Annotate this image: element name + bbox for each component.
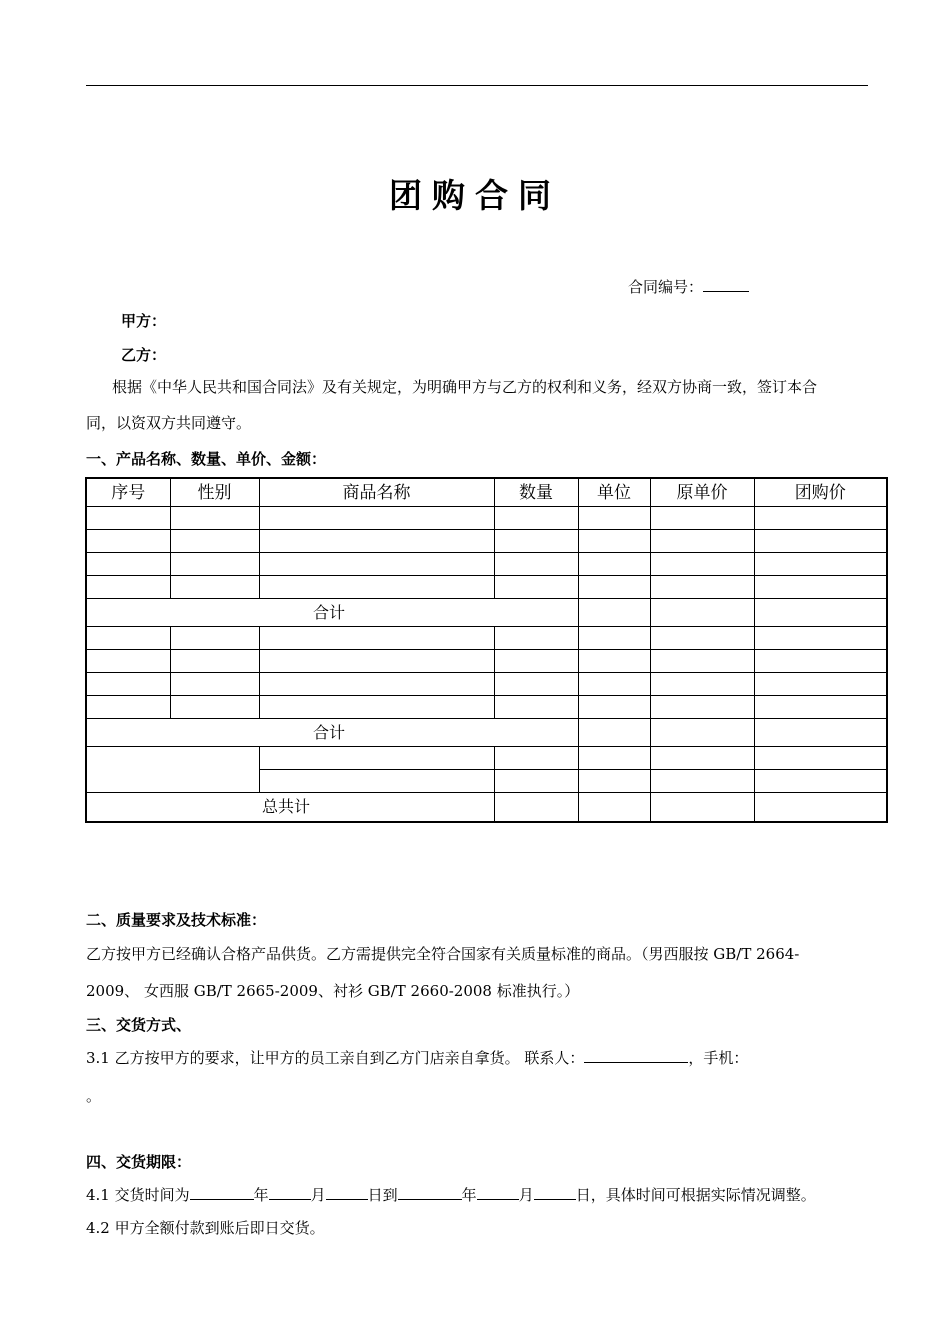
party-b-label: 乙方：: [121, 346, 167, 364]
subtotal-row: [86, 719, 887, 747]
table-cell[interactable]: [754, 673, 887, 696]
table-cell[interactable]: [86, 673, 170, 696]
table-cell[interactable]: [578, 719, 650, 747]
table-cell[interactable]: [259, 530, 494, 553]
contact-person-blank[interactable]: [584, 1048, 688, 1063]
table-row: [86, 530, 887, 553]
header-rule: [86, 85, 868, 86]
end-month-blank[interactable]: [477, 1185, 519, 1200]
table-cell[interactable]: [754, 627, 887, 650]
delivery-term-line2: 4.2 甲方全额付款到账后即日交货。: [86, 1219, 325, 1237]
table-cell[interactable]: [259, 770, 494, 793]
table-cell[interactable]: [170, 530, 259, 553]
contract-number-label: 合同编号：: [628, 278, 704, 296]
table-cell[interactable]: [578, 673, 650, 696]
table-cell[interactable]: [650, 650, 754, 673]
column-header-original-price: 原单价: [650, 478, 754, 507]
column-header-no: 序号: [86, 478, 170, 507]
table-cell[interactable]: [650, 793, 754, 823]
table-cell[interactable]: [170, 650, 259, 673]
table-cell[interactable]: [754, 599, 887, 627]
year-label: 年: [253, 1186, 269, 1204]
table-cell[interactable]: [578, 530, 650, 553]
table-cell[interactable]: [494, 627, 578, 650]
table-cell[interactable]: [650, 747, 754, 770]
delivery-text-line1: [86, 1047, 748, 1068]
column-header-gender: 性别: [170, 478, 259, 507]
column-header-quantity: 数量: [494, 478, 578, 507]
end-year-blank[interactable]: [398, 1185, 462, 1200]
column-header-group-price: 团购价: [754, 478, 887, 507]
table-cell[interactable]: [754, 719, 887, 747]
contract-number: [628, 276, 749, 297]
table-cell[interactable]: [494, 576, 578, 599]
table-cell[interactable]: [86, 576, 170, 599]
table-cell[interactable]: [170, 576, 259, 599]
quality-text-line2: 2009、 女西服 GB/T 2665-2009、衬衫 GB/T 2660-2008 标准执行。）: [86, 982, 580, 1000]
table-cell[interactable]: [754, 747, 887, 770]
end-day-blank[interactable]: [534, 1185, 576, 1200]
month-label: 月: [310, 1186, 326, 1204]
column-header-unit: 单位: [578, 478, 650, 507]
intro-paragraph-line2: 同，以资双方共同遵守。: [86, 414, 252, 432]
mobile-label: ，手机：: [688, 1049, 749, 1067]
table-cell[interactable]: [754, 553, 887, 576]
table-cell[interactable]: [754, 507, 887, 530]
term-prefix: 4.1 交货时间为: [86, 1186, 190, 1204]
table-cell[interactable]: [578, 650, 650, 673]
table-cell[interactable]: [170, 507, 259, 530]
grand-total-label: 总共计: [86, 793, 494, 823]
table-cell[interactable]: [578, 576, 650, 599]
table-cell[interactable]: [650, 719, 754, 747]
delivery-term-line1: [86, 1184, 816, 1205]
table-cell[interactable]: [259, 627, 494, 650]
table-cell[interactable]: [650, 599, 754, 627]
day-to-label: 日到: [367, 1186, 398, 1204]
table-cell[interactable]: [170, 673, 259, 696]
table-cell[interactable]: [170, 696, 259, 719]
table-cell[interactable]: [259, 553, 494, 576]
table-cell[interactable]: [754, 650, 887, 673]
table-cell[interactable]: [578, 627, 650, 650]
subtotal-label: 合计: [86, 599, 578, 627]
table-row: [86, 553, 887, 576]
table-cell[interactable]: [494, 673, 578, 696]
table-cell[interactable]: [259, 747, 494, 770]
year-label: 年: [461, 1186, 477, 1204]
table-cell[interactable]: [754, 696, 887, 719]
table-cell[interactable]: [86, 553, 170, 576]
table-row: [86, 673, 887, 696]
table-cell[interactable]: [494, 507, 578, 530]
table-cell[interactable]: [170, 627, 259, 650]
table-cell[interactable]: [259, 650, 494, 673]
table-cell[interactable]: [494, 747, 578, 770]
table-cell[interactable]: [259, 673, 494, 696]
term-suffix: 日，具体时间可根据实际情况调整。: [575, 1186, 816, 1204]
section1-heading: 一、产品名称、数量、单价、金额：: [86, 450, 327, 468]
table-cell[interactable]: [259, 576, 494, 599]
party-a-label: 甲方：: [121, 312, 167, 330]
section3-heading: 三、交货方式、: [86, 1016, 192, 1034]
start-day-blank[interactable]: [326, 1185, 368, 1200]
start-year-blank[interactable]: [190, 1185, 254, 1200]
table-cell[interactable]: [650, 696, 754, 719]
table-row: [86, 627, 887, 650]
table-cell[interactable]: [754, 793, 887, 823]
document-title: 团购合同: [389, 176, 561, 215]
table-cell[interactable]: [650, 627, 754, 650]
table-row: [86, 576, 887, 599]
table-cell[interactable]: [650, 770, 754, 793]
table-header-row: [86, 478, 887, 507]
table-cell[interactable]: [578, 599, 650, 627]
table-cell[interactable]: [650, 576, 754, 599]
month-label: 月: [518, 1186, 534, 1204]
section4-heading: 四、交货期限：: [86, 1153, 192, 1171]
table-cell[interactable]: [86, 696, 170, 719]
table-cell[interactable]: [86, 530, 170, 553]
table-row: [86, 507, 887, 530]
table-cell[interactable]: [494, 770, 578, 793]
contract-number-blank[interactable]: [703, 277, 749, 292]
table-cell[interactable]: [650, 530, 754, 553]
quality-text-line1: 乙方按甲方已经确认合格产品供货。乙方需提供完全符合国家有关质量标准的商品。（男西服按 GB/T 2664-: [86, 945, 800, 963]
table-cell[interactable]: [494, 696, 578, 719]
subtotal-label: 合计: [86, 719, 578, 747]
table-cell[interactable]: [86, 627, 170, 650]
table-cell[interactable]: [754, 530, 887, 553]
subtotal-row: [86, 599, 887, 627]
table-row: [86, 650, 887, 673]
table-cell[interactable]: [754, 576, 887, 599]
table-cell[interactable]: [754, 770, 887, 793]
table-cell[interactable]: [259, 696, 494, 719]
section2-heading: 二、质量要求及技术标准：: [86, 911, 267, 929]
column-header-product: 商品名称: [259, 478, 494, 507]
table-cell[interactable]: [494, 530, 578, 553]
table-row: [86, 696, 887, 719]
table-cell[interactable]: [494, 553, 578, 576]
table-cell[interactable]: [578, 553, 650, 576]
intro-paragraph-line1: 根据《中华人民共和国合同法》及有关规定，为明确甲方与乙方的权利和义务，经双方协商一致，签订本合: [112, 378, 818, 396]
grand-total-row: [86, 793, 887, 823]
table-cell[interactable]: [650, 507, 754, 530]
delivery-method-text: 3.1 乙方按甲方的要求，让甲方的员工亲自到乙方门店亲自拿货。 联系人：: [86, 1049, 585, 1067]
table-cell[interactable]: [86, 650, 170, 673]
table-cell[interactable]: [86, 507, 170, 530]
table-cell[interactable]: [578, 507, 650, 530]
table-row: [86, 747, 887, 770]
table-cell[interactable]: [170, 553, 259, 576]
table-cell[interactable]: [650, 553, 754, 576]
table-cell[interactable]: [650, 673, 754, 696]
table-cell[interactable]: [578, 793, 650, 823]
table-cell[interactable]: [494, 650, 578, 673]
table-cell[interactable]: [578, 770, 650, 793]
table-cell[interactable]: [578, 747, 650, 770]
table-cell[interactable]: [494, 793, 578, 823]
table-merged-cell[interactable]: [86, 747, 259, 793]
table-cell[interactable]: [259, 507, 494, 530]
start-month-blank[interactable]: [269, 1185, 311, 1200]
delivery-text-line2: 。: [86, 1087, 102, 1105]
goods-table: [85, 477, 888, 823]
table-cell[interactable]: [578, 696, 650, 719]
